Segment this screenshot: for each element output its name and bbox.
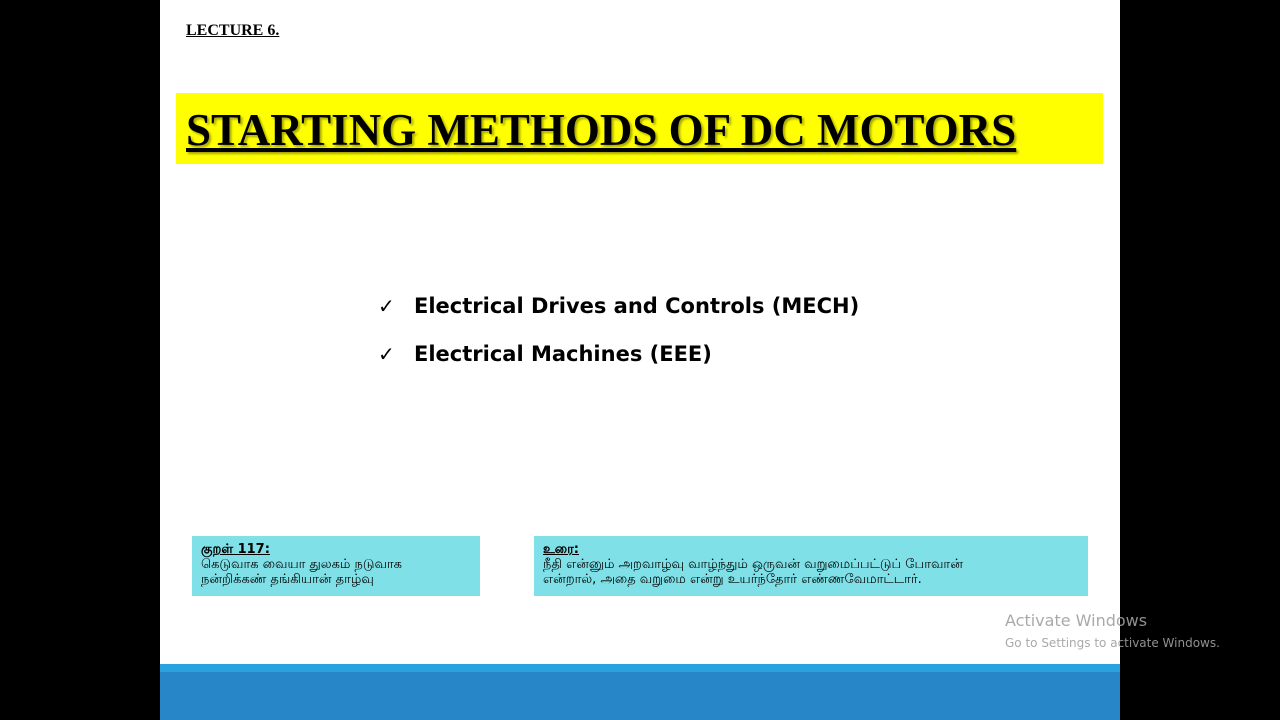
urai-box [534, 536, 1088, 596]
footer-strip [160, 664, 1120, 672]
footer-bar [160, 672, 1120, 720]
bullet-text: Electrical Machines (EEE) [414, 342, 712, 366]
kural-line: கெடுவாக வையா துலகம் நடுவாக [201, 557, 402, 572]
lecture-label: LECTURE 6. [186, 22, 280, 39]
checkmark-icon: ✓ [378, 342, 395, 366]
slide-title: STARTING METHODS OF DC MOTORS [186, 105, 1017, 155]
activate-windows-watermark [1005, 611, 1220, 650]
bullet-item [378, 290, 859, 322]
urai-label: உரை: [543, 542, 580, 557]
kural-line: நன்றிக்கண் தங்கியான் தாழ்வு [201, 572, 374, 587]
bullet-list [378, 290, 859, 386]
title-highlight [176, 93, 1103, 164]
urai-line: என்றால், அதை வறுமை என்று உயர்ந்தோர் எண்ணவேமாட்டார். [543, 572, 922, 587]
kural-box [192, 536, 480, 596]
urai-line: நீதி என்னும் அறவாழ்வு வாழ்ந்தும் ஒருவன் வறுமைப்பட்டுப் போவான் [543, 557, 963, 572]
bullet-item [378, 338, 859, 370]
kural-label: குறள் 117: [201, 542, 270, 557]
checkmark-icon: ✓ [378, 294, 395, 318]
bullet-text: Electrical Drives and Controls (MECH) [414, 294, 860, 318]
watermark-title: Activate Windows [1005, 611, 1148, 630]
slide [160, 0, 1120, 720]
watermark-subtitle: Go to Settings to activate Windows. [1005, 636, 1220, 650]
